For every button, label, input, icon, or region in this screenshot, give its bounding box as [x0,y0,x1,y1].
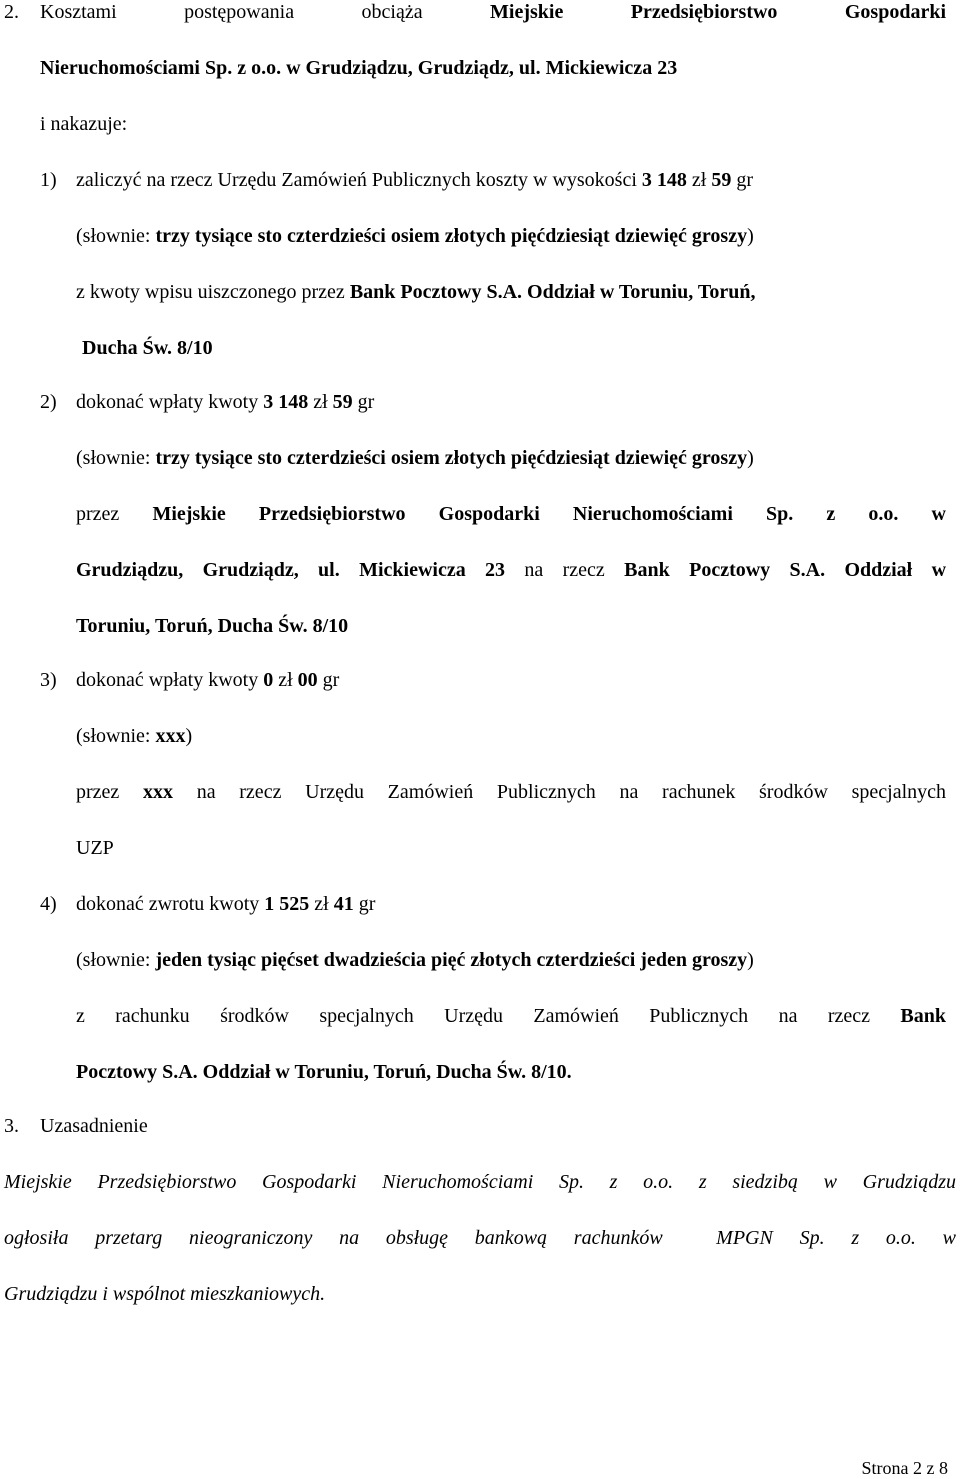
section-3-paragraph-line-3: Grudziądzu i wspólnot mieszkaniowych. [4,1283,326,1305]
item-2-line-e: Toruniu, Toruń, Ducha Św. 8/10 [76,615,349,637]
item-4-line-b: (słownie: jeden tysiąc pięćset dwadzieścia pięć złotych czterdzieści jeden groszy) [76,949,754,971]
section-2-line-3: i nakazuje: [40,113,128,135]
item-3-line-a: dokonać wpłaty kwoty 0 zł 00 gr [76,669,340,691]
item-4-line-a: dokonać zwrotu kwoty 1 525 zł 41 gr [76,893,376,915]
item-2-line-b: (słownie: trzy tysiące sto czterdzieści osiem złotych pięćdziesiąt dziewięć groszy) [76,447,754,469]
page-number: Strona 2 z 8 [861,1458,948,1478]
section-2-line-1: Kosztami postępowania obciąża Miejskie Przedsiębiorstwo Gospodarki [40,1,947,23]
item-1-line-d: Ducha Św. 8/10 [82,337,213,359]
item-1-number: 1) [40,169,57,191]
item-3-line-d: UZP [76,837,114,859]
item-2-line-c: przez Miejskie Przedsiębiorstwo Gospodarki Nieruchomościami Sp. z o.o. w [76,503,947,525]
item-1-line-b: (słownie: trzy tysiące sto czterdzieści osiem złotych pięćdziesiąt dziewięć groszy) [76,225,754,247]
item-3-line-c: przez xxx na rzecz Urzędu Zamówień Publicznych na rachunek środków specjalnych [76,781,947,803]
section-3-paragraph-line-2: ogłosiła przetarg nieograniczony na obsługę bankową rachunków MPGN Sp. z o.o. w [4,1227,956,1249]
item-2-line-a: dokonać wpłaty kwoty 3 148 zł 59 gr [76,391,375,413]
item-4-line-d: Pocztowy S.A. Oddział w Toruniu, Toruń, Ducha Św. 8/10. [76,1061,572,1083]
item-4-number: 4) [40,893,57,915]
section-3-paragraph-line-1: Miejskie Przedsiębiorstwo Gospodarki Nieruchomościami Sp. z o.o. z siedzibą w Grudziądzu [4,1171,956,1193]
section-3-title: Uzasadnienie [40,1115,148,1137]
section-2-line-2: Nieruchomościami Sp. z o.o. w Grudziądzu, Grudziądz, ul. Mickiewicza 23 [40,57,678,79]
item-2-line-d: Grudziądzu, Grudziądz, ul. Mickiewicza 23 na rzecz Bank Pocztowy S.A. Oddział w [76,559,947,581]
item-1-line-a: zaliczyć na rzecz Urzędu Zamówień Publicznych koszty w wysokości 3 148 zł 59 gr [76,169,754,191]
item-2-number: 2) [40,391,57,413]
section-2-number: 2. [4,1,19,23]
item-4-line-c: z rachunku środków specjalnych Urzędu Zamówień Publicznych na rzecz Bank [76,1005,946,1027]
item-1-line-c: z kwoty wpisu uiszczonego przez Bank Pocztowy S.A. Oddział w Toruniu, Toruń, [76,281,756,303]
item-3-number: 3) [40,669,57,691]
item-3-line-b: (słownie: xxx) [76,725,193,747]
section-3-number: 3. [4,1115,19,1137]
